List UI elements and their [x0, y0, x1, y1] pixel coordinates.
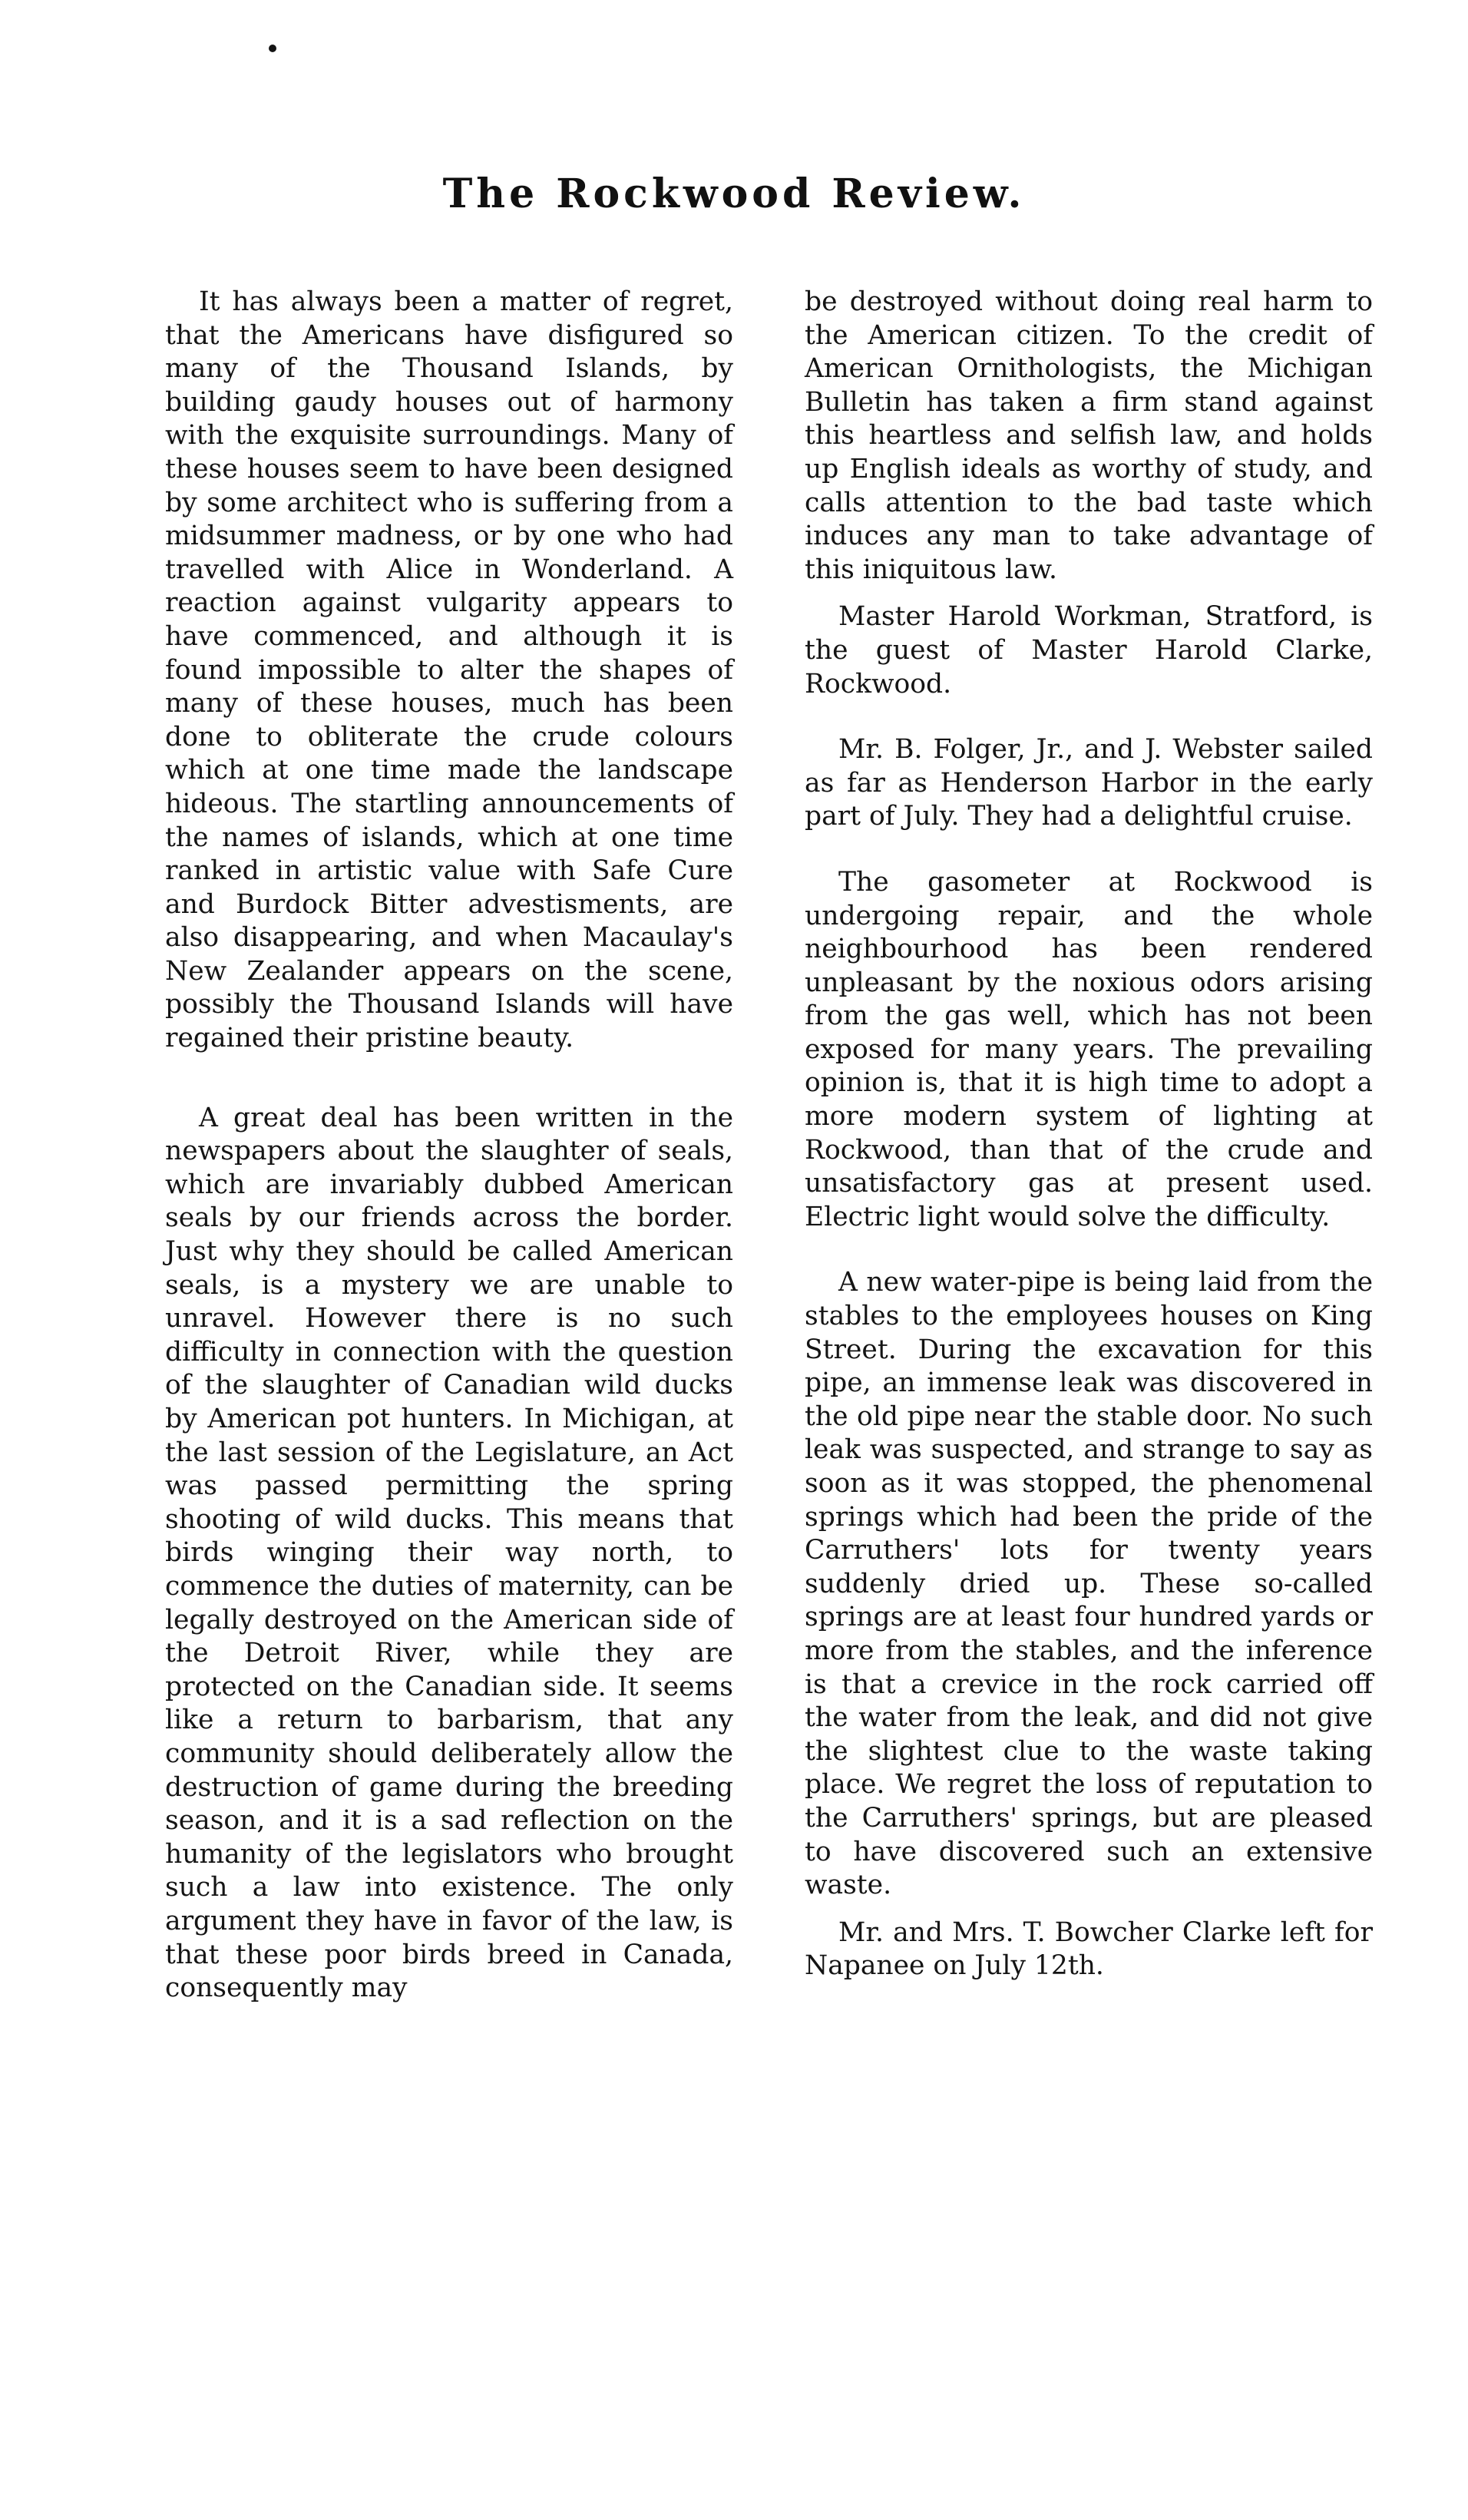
- paragraph-harold-workman: Master Harold Workman, Stratford, is the guest of Master Harold Clarke, Rockwood.: [805, 601, 1373, 699]
- paragraph-bowcher-clarke: Mr. and Mrs. T. Bowcher Clarke left for Napanee on July 12th.: [805, 1916, 1373, 1982]
- print-speck: [269, 45, 276, 52]
- right-column: [805, 286, 1373, 1983]
- paragraph-wild-ducks: A great deal has been written in the newspapers about the slaughter of seals, which are invariably dubbed American seals by our friends across the border. Just why they should be called American seals, is a mystery we are unable to unravel. However there is no such difficulty in connection with the question of the slaughter of Canadian wild ducks by American pot hunters. In Michigan, at the last session of the Legislature, an Act was passed permitting the spring shooting of wild ducks. This means that birds winging their way north, to commence the duties of maternity, can be legally destroyed on the American side of the Detroit River, while they are protected on the Canadian side. It seems like a return to barbarism, that any community should deliberately allow the destruction of game during the breeding season, and it is a sad reflection on the humanity of the legislators who brought such a law into existence. The only argument they have in favor of the law, is that these poor birds breed in Canada, consequently may: [165, 1102, 733, 2004]
- paragraph-folger-webster: Mr. B. Folger, Jr., and J. Webster sailed as far as Henderson Harbor in the early part of July. They had a delightful cruise.: [805, 734, 1373, 832]
- left-column: [165, 286, 733, 2006]
- paragraph-gasometer: The gasometer at Rockwood is undergoing repair, and the whole neighbourhood has been rendered unpleasant by the noxious odors arising from the gas well, which has not been exposed for many years. The prevailing opinion is, that it is high time to adopt a more modern system of lighting at Rockwood, than that of the crude and unsatisfactory gas at present used. Electric light would solve the difficulty.: [805, 866, 1373, 1232]
- paragraph-thousand-islands: It has always been a matter of regret, that the Americans have disfigured so many of the Thousand Islands, by building gaudy houses out of harmony with the exquisite surroundings. Many of these houses seem to have been designed by some architect who is suffering from a midsummer madness, or by one who had travelled with Alice in Wonderland. A reaction against vulgarity appears to have commenced, and although it is found impossible to alter the shapes of many of these houses, much has been done to obliterate the crude colours which at one time made the landscape hideous. The startling announcements of the names of islands, which at one time ranked in artistic value with Safe Cure and Burdock Bitter advestisments, are also disappearing, and when Macaulay's New Zealander appears on the scene, possibly the Thousand Islands will have regained their pristine beauty.: [165, 286, 733, 1054]
- paragraph-wild-ducks-continued: be destroyed without doing real harm to the American citizen. To the credit of American Ornithologists, the Michigan Bulletin has taken a firm stand against this heartless and selfish law, and holds up English ideals as worthy of study, and calls attention to the bad taste which induces any man to take advantage of this iniquitous law.: [805, 286, 1373, 585]
- page-header-title: The Rockwood Review.: [442, 170, 1026, 217]
- paragraph-water-pipe: A new water-pipe is being laid from the stables to the employees houses on King Street. During the excavation for this pipe, an immense leak was discovered in the old pipe near the stable door. No such leak was suspected, and strange to say as soon as it was stopped, the phenomenal springs which had been the pride of the Carruthers' lots for twenty years suddenly dried up. These so-called springs are at least four hundred yards or more from the stables, and the inference is that a crevice in the rock carried off the water from the leak, and did not give the slightest clue to the waste taking place. We regret the loss of reputation to the Carruthers' springs, but are pleased to have discovered such an extensive waste.: [805, 1267, 1373, 1901]
